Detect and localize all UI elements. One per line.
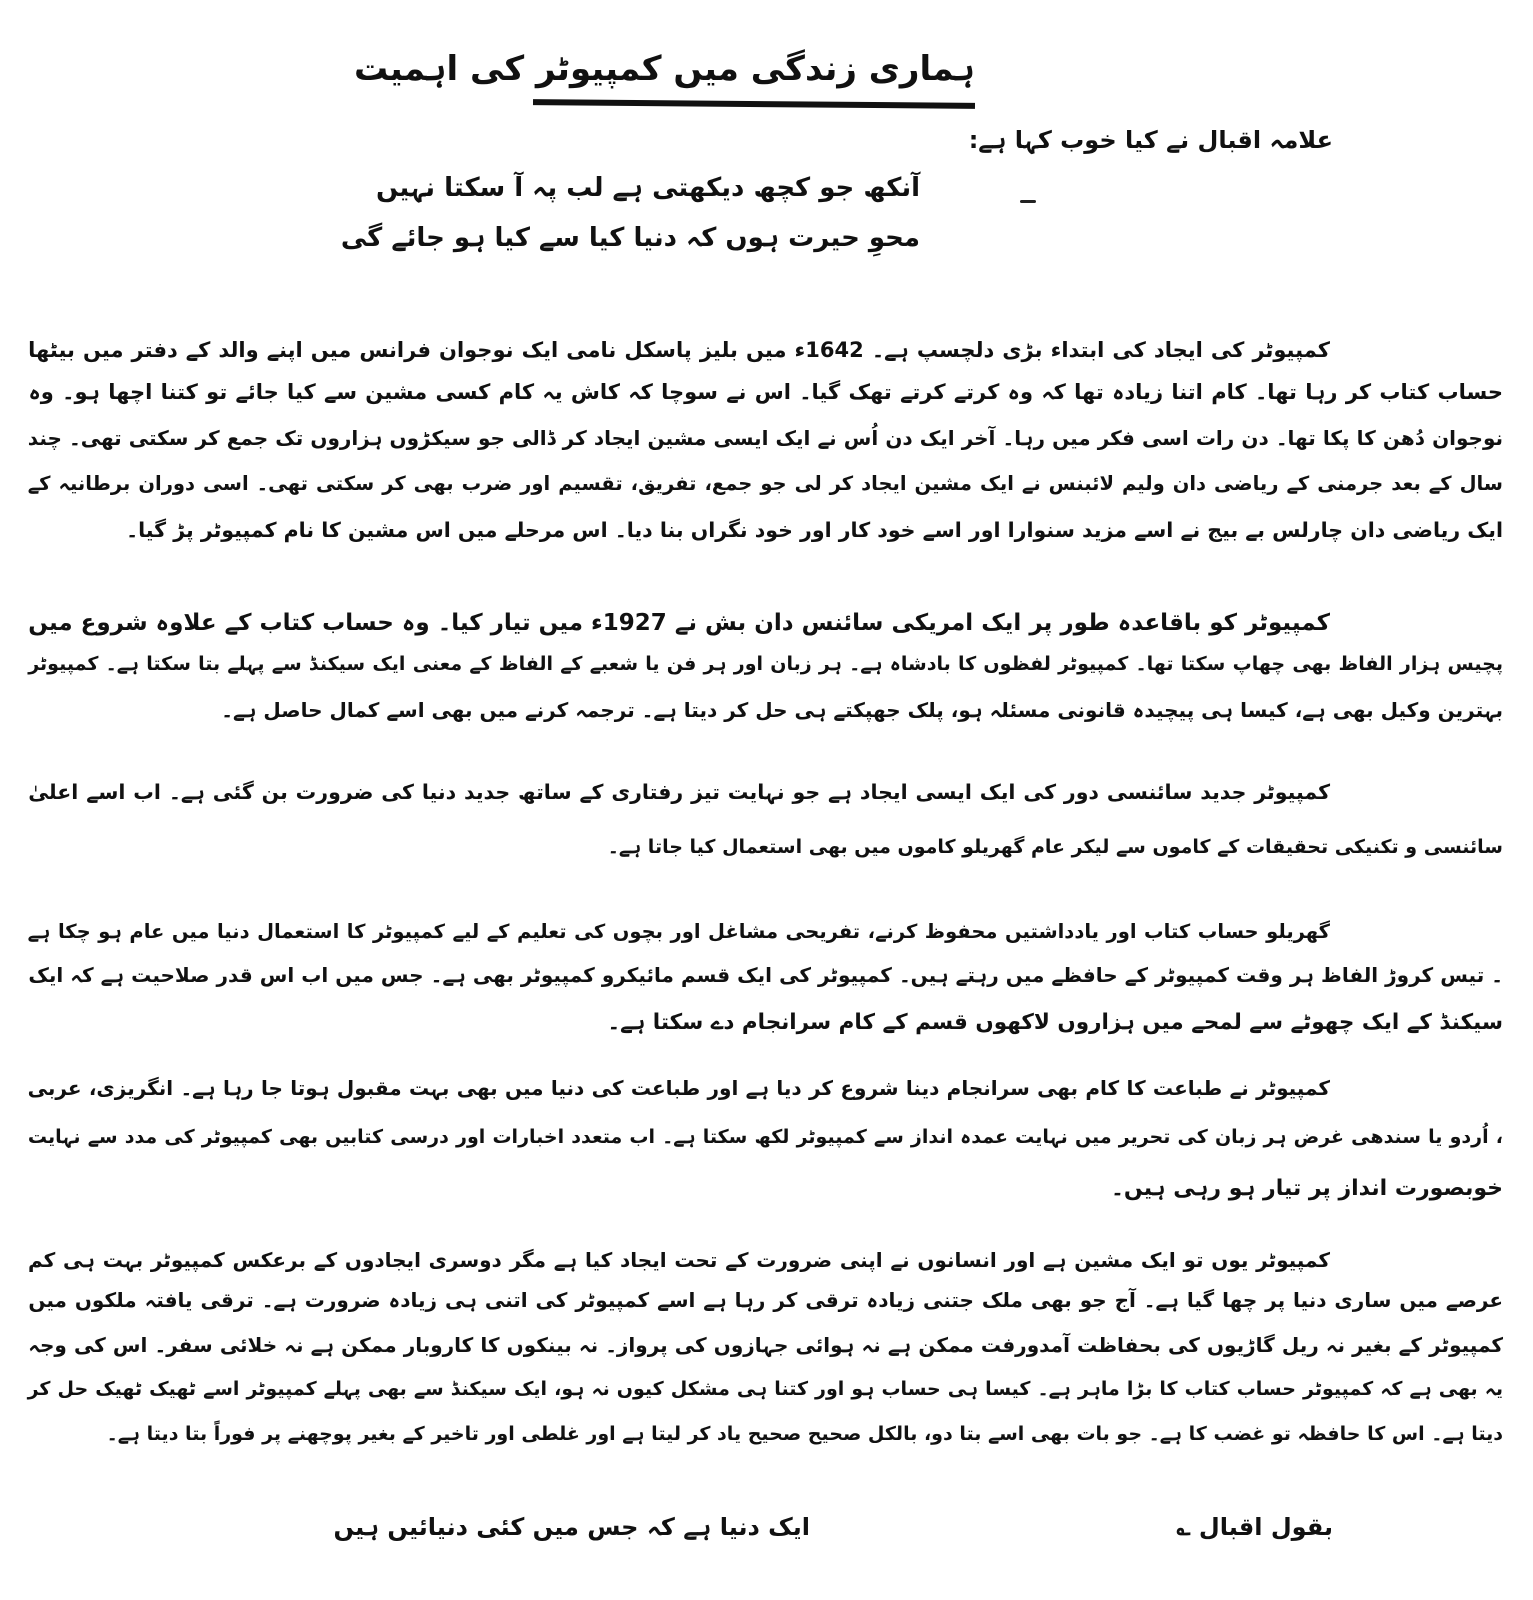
paragraph-6-line-1: [28, 1250, 1330, 1270]
paragraph-2-line-1: [28, 612, 1330, 635]
line-text: گھریلو حساب کتاب اور یادداشتیں محفوظ کرنے، تفریحی مشاغل اور بچوں کی تعلیم کے لیے کمپیوٹر کا استعمال دنیا میں عام ہو چکا ہے: [27, 920, 1330, 943]
line-text: کمپیوٹر کے بغیر نہ ریل گاڑیوں کی بحفاظت آمدورفت ممکن ہے نہ ہوائی جہازوں کی پرواز۔ نہ بینکوں کا کاروبار ممکن ہے نہ خلائی سفر۔ اس کی وجہ: [28, 1333, 1503, 1357]
paragraph-6-line-2: [28, 1290, 1503, 1310]
attribution-text: بقول اقبال ؎: [1176, 1513, 1333, 1541]
line-text: کمپیوٹر کی ایجاد کی ابتداء بڑی دلچسپ ہے۔ 1642ء میں بلیز پاسکل نامی ایک نوجوان فرانس میں اپنے والد کے دفتر میں بیٹھا: [28, 338, 1330, 362]
paragraph-5-line-2: [28, 1128, 1503, 1147]
paragraph-1-line-2: [28, 382, 1503, 403]
stray-mark: [1020, 200, 1036, 203]
paragraph-5-line-1: [28, 1078, 1330, 1098]
title-underline: [533, 99, 975, 109]
line-text: کمپیوٹر جدید سائنسی دور کی ایک ایسی ایجاد ہے جو نہایت تیز رفتاری کے ساتھ جدید دنیا کی ضرورت بن گئی ہے۔ اب اسے اعلیٰ: [28, 780, 1330, 804]
line-text: ، اُردو یا سندھی غرض ہر زبان کی تحریر میں نہایت عمدہ انداز سے کمپیوٹر لکھ سکتا ہے۔ اب متعدد اخبارات اور درسی کتابیں بھی کمپیوٹر کی مدد سے نہایت: [27, 1126, 1503, 1148]
paragraph-5-line-3: [1111, 1178, 1503, 1200]
line-text: دیتا ہے۔ اس کا حافظہ تو غضب کا ہے۔ جو بات بھی اسے بتا دو، بالکل صحیح صحیح یاد کر لیتا ہے اور غلطی اور تاخیر کے بغیر پوچھنے پر فوراً بتا دیتا ہے۔: [106, 1423, 1503, 1445]
quote-intro-text: علامہ اقبال نے کیا خوب کہا ہے:: [968, 126, 1333, 154]
line-text: کمپیوٹر یوں تو ایک مشین ہے اور انسانوں نے اپنی ضرورت کے تحت ایجاد کیا ہے مگر دوسری ایجادوں کے برعکس کمپیوٹر بہت ہی کم: [27, 1248, 1330, 1272]
couplet-text: آنکھ جو کچھ دیکھتی ہے لب پہ آ سکتا نہیں: [376, 173, 920, 203]
paragraph-3-line-1: [28, 782, 1330, 803]
paragraph-1-line-5: [126, 520, 1503, 541]
page-title-text: ہماری زندگی میں کمپیوٹر کی اہمیت: [353, 49, 975, 89]
line-text: بہترین وکیل بھی ہے، کیسا ہی پیچیدہ قانونی مسئلہ ہو، پلک جھپکتے ہی حل کر دیتا ہے۔ ترجمہ کرنے میں بھی اسے کمال حاصل ہے۔: [221, 698, 1503, 722]
line-text: عرصے میں ساری دنیا پر چھا گیا ہے۔ آج جو بھی ملک جتنی زیادہ ترقی کر رہا ہے اسے کمپیوٹر کی اتنی ہی زیادہ ضرورت ہے۔ ترقی یافتہ ملکوں میں: [28, 1288, 1503, 1312]
paragraph-1-line-3: [28, 428, 1503, 448]
page-title: [353, 49, 975, 89]
paragraph-4-line-2: [28, 965, 1503, 985]
line-text: خوبصورت انداز پر تیار ہو رہی ہیں۔: [1111, 1176, 1503, 1201]
couplet-line-1: [376, 173, 920, 203]
line-text: سائنسی و تکنیکی تحقیقات کے کاموں سے لیکر عام گھریلو کاموں میں بھی استعمال کیا جاتا ہے۔: [607, 836, 1503, 858]
couplet-line-2: [340, 223, 920, 253]
line-text: حساب کتاب کر رہا تھا۔ کام اتنا زیادہ تھا کہ وہ کرتے کرتے تھک گیا۔ اس نے سوچا کہ کاش یہ کام کسی مشین سے کیا جائے تو کتنا اچھا ہو۔ وہ: [28, 380, 1503, 404]
paragraph-6-line-3: [28, 1335, 1503, 1355]
closing-verse: [333, 1513, 810, 1541]
paragraph-3-line-2: [608, 838, 1503, 857]
line-text: یہ بھی ہے کہ کمپیوٹر حساب کتاب کا بڑا ماہر ہے۔ کیسا ہی حساب ہو اور کتنا ہی مشکل کیوں نہ ہو، ایک سیکنڈ سے بھی پہلے کمپیوٹر اسے ٹھیک ٹھیک حل کر: [27, 1378, 1503, 1400]
paragraph-2-line-3: [221, 700, 1503, 720]
verse-text: ایک دنیا ہے کہ جس میں کئی دنیائیں ہیں: [333, 1513, 810, 1541]
line-text: کمپیوٹر کو باقاعدہ طور پر ایک امریکی سائنس دان بش نے 1927ء میں تیار کیا۔ وہ حساب کتاب کے علاوہ شروع میں: [28, 610, 1330, 636]
paragraph-6-line-4: [28, 1380, 1503, 1399]
line-text: سال کے بعد جرمنی کے ریاضی دان ولیم لائبنس نے ایک مشین ایجاد کر لی جو جمع، تفریق، تقسیم اور ضرب بھی کر سکتی تھی۔ اسی دوران برطانیہ کے: [27, 472, 1503, 495]
line-text: کمپیوٹر نے طباعت کا کام بھی سرانجام دینا شروع کر دیا ہے اور طباعت کی دنیا میں بھی بہت مقبول ہوتا جا رہا ہے۔ انگریزی، عربی: [27, 1076, 1330, 1100]
line-text: پچیس ہزار الفاظ بھی چھاپ سکتا تھا۔ کمپیوٹر لفظوں کا بادشاہ ہے۔ ہر زبان اور ہر فن یا شعبے کے الفاظ کے معنی ایک سیکنڈ سے پہلے بتا سکتا ہے۔ کمپیوٹر: [28, 653, 1503, 675]
line-text: سیکنڈ کے ایک چھوٹے سے لمحے میں ہزاروں لاکھوں قسم کے کام سرانجام دے سکتا ہے۔: [607, 1010, 1503, 1035]
paragraph-1-line-1: [28, 340, 1330, 361]
paragraph-2-line-2: [28, 655, 1503, 674]
paragraph-4-line-3: [608, 1012, 1503, 1034]
paragraph-4-line-1: [28, 922, 1330, 942]
line-text: ۔ تیس کروڑ الفاظ ہر وقت کمپیوٹر کے حافظے میں رہتے ہیں۔ کمپیوٹر کی ایک قسم مائیکرو کمپیوٹر بھی ہے۔ جس میں اب اس قدر صلاحیت ہے کہ ایک: [28, 963, 1503, 987]
paragraph-1-line-4: [28, 474, 1503, 494]
closing-attribution: [1176, 1515, 1333, 1539]
quote-intro: [969, 128, 1333, 152]
couplet-text: محوِ حیرت ہوں کہ دنیا کیا سے کیا ہو جائے گی: [340, 223, 920, 253]
paragraph-6-line-5: [107, 1425, 1503, 1444]
line-text: نوجوان دُھن کا پکا تھا۔ دن رات اسی فکر میں رہا۔ آخر ایک دن اُس نے ایک ایسی مشین ایجاد کر ڈالی جو سیکڑوں ہزاروں تک جمع کر سکتی تھی۔ چند: [27, 426, 1503, 450]
line-text: ایک ریاضی دان چارلس بے بیج نے اسے مزید سنوارا اور اسے خود کار اور خود نگراں بنا دیا۔ اس مرحلے میں اس مشین کا نام کمپیوٹر پڑ گیا۔: [126, 518, 1503, 542]
